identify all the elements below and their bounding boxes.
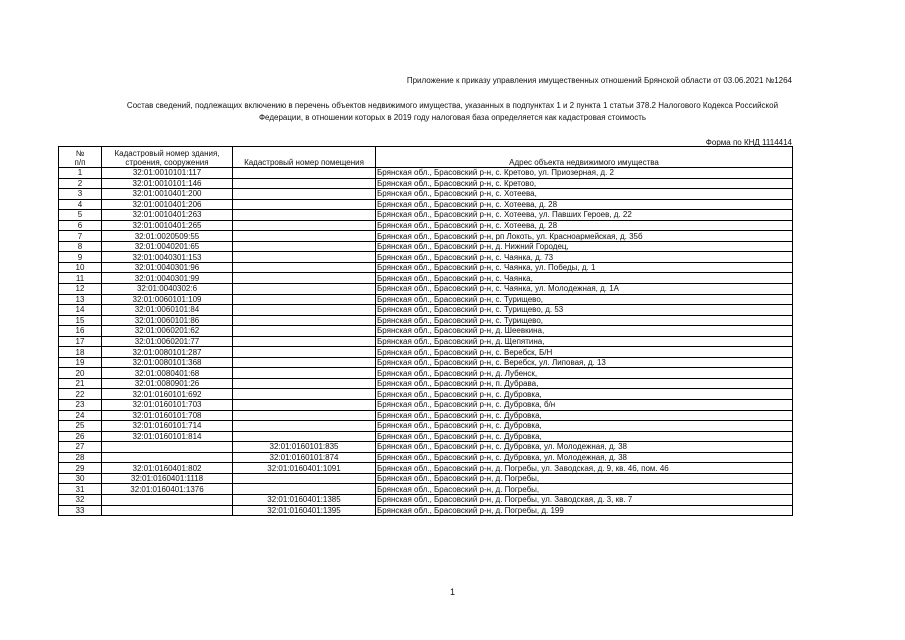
address-cell: Брянская обл., Брасовский р-н, с. Кретово, [376,178,793,189]
premises-cadastral-cell [233,210,376,221]
building-cadastral-cell: 32:01:0160401:1376 [102,484,233,495]
table-row [59,389,793,400]
building-cadastral-cell [102,505,233,516]
premises-cadastral-cell: 32:01:0160101:835 [233,442,376,453]
table-body [59,168,793,516]
address-cell: Брянская обл., Брасовский р-н, с. Турищево, [376,315,793,326]
table-row [59,210,793,221]
building-cadastral-cell: 32:01:0040301:96 [102,262,233,273]
table-row [59,505,793,516]
premises-cadastral-cell [233,389,376,400]
table-row [59,484,793,495]
row-number-cell: 24 [59,410,102,421]
building-cadastral-cell: 32:01:0080101:287 [102,347,233,358]
building-cadastral-cell: 32:01:0060101:84 [102,305,233,316]
premises-cadastral-cell [233,241,376,252]
row-number-cell: 11 [59,273,102,284]
row-number-cell: 32 [59,494,102,505]
table-row [59,178,793,189]
row-number-cell: 13 [59,294,102,305]
building-cadastral-cell: 32:01:0010401:263 [102,210,233,221]
column-header-building [102,147,233,168]
building-cadastral-cell: 32:01:0160401:1118 [102,473,233,484]
table-row [59,473,793,484]
address-cell: Брянская обл., Брасовский р-н, с. Хотеева, д. 28 [376,199,793,210]
address-cell: Брянская обл., Брасовский р-н, д. Погребы, ул. Заводская, д. 3, кв. 7 [376,494,793,505]
premises-cadastral-cell [233,284,376,295]
table-row [59,494,793,505]
form-code: Форма по КНД 1114414 [705,138,792,147]
row-number-cell: 4 [59,199,102,210]
address-cell: Брянская обл., Брасовский р-н, с. Веребск, ул. Липовая, д. 13 [376,357,793,368]
table-row [59,431,793,442]
address-cell: Брянская обл., Брасовский р-н, с. Чаянка, д. 73 [376,252,793,263]
building-cadastral-cell: 32:01:0010401:265 [102,220,233,231]
address-cell: Брянская обл., Брасовский р-н, д. Щепятина, [376,336,793,347]
table-row [59,410,793,421]
address-cell: Брянская обл., Брасовский р-н, д. Шеевкина, [376,326,793,337]
building-cadastral-cell: 32:01:0040302:6 [102,284,233,295]
premises-cadastral-cell [233,410,376,421]
table-row [59,326,793,337]
building-cadastral-cell: 32:01:0040301:99 [102,273,233,284]
table-row [59,452,793,463]
row-number-cell: 30 [59,473,102,484]
address-cell: Брянская обл., Брасовский р-н, с. Дубровка, ул. Молодежная, д. 38 [376,442,793,453]
address-cell: Брянская обл., Брасовский р-н, д. Погребы, [376,473,793,484]
row-number-cell: 27 [59,442,102,453]
address-cell: Брянская обл., Брасовский р-н, с. Чаянка, [376,273,793,284]
table-row [59,294,793,305]
premises-cadastral-cell [233,189,376,200]
column-header-premises: Кадастровый номер помещения [233,147,376,168]
row-number-cell: 17 [59,336,102,347]
row-number-cell: 21 [59,378,102,389]
address-cell: Брянская обл., Брасовский р-н, с. Веребск, Б/Н [376,347,793,358]
building-cadastral-cell: 32:01:0040301:153 [102,252,233,263]
premises-cadastral-cell [233,262,376,273]
row-number-cell: 2 [59,178,102,189]
address-cell: Брянская обл., Брасовский р-н, с. Чаянка, ул. Победы, д. 1 [376,262,793,273]
document-title-line-2: Федерации, в отношении которых в 2019 году налоговая база определяется как кадастровая стоимость [258,113,647,122]
row-number-cell: 18 [59,347,102,358]
table-row [59,421,793,432]
table-row [59,305,793,316]
table-row [59,442,793,453]
premises-cadastral-cell [233,368,376,379]
address-cell: Брянская обл., Брасовский р-н, с. Хотеева, [376,189,793,200]
building-cadastral-cell: 32:01:0160101:692 [102,389,233,400]
premises-cadastral-cell [233,178,376,189]
row-number-cell: 1 [59,168,102,179]
row-number-cell: 14 [59,305,102,316]
building-cadastral-cell: 32:01:0040201:65 [102,241,233,252]
premises-cadastral-cell [233,231,376,242]
table-row [59,273,793,284]
page-number: 1 [449,587,455,597]
premises-cadastral-cell [233,421,376,432]
address-cell: Брянская обл., Брасовский р-н, с. Дубровка, [376,421,793,432]
address-cell: Брянская обл., Брасовский р-н, с. Турищево, [376,294,793,305]
table-row [59,231,793,242]
table-row [59,357,793,368]
row-number-cell: 29 [59,463,102,474]
row-number-cell: 9 [59,252,102,263]
row-number-cell: 10 [59,262,102,273]
row-number-cell: 16 [59,326,102,337]
building-cadastral-cell: 32:01:0060101:109 [102,294,233,305]
building-cadastral-cell: 32:01:0010101:146 [102,178,233,189]
table-row [59,199,793,210]
premises-cadastral-cell [233,473,376,484]
row-number-cell: 22 [59,389,102,400]
building-cadastral-cell [102,442,233,453]
premises-cadastral-cell [233,326,376,337]
row-number-cell: 6 [59,220,102,231]
row-number-cell: 3 [59,189,102,200]
premises-cadastral-cell [233,294,376,305]
building-cadastral-cell: 32:01:0160401:802 [102,463,233,474]
building-cadastral-cell: 32:01:0010101:117 [102,168,233,179]
premises-cadastral-cell [233,305,376,316]
row-number-cell: 23 [59,400,102,411]
address-cell: Брянская обл., Брасовский р-н, д. Погребы, д. 199 [376,505,793,516]
building-cadastral-cell: 32:01:0010401:200 [102,189,233,200]
premises-cadastral-cell [233,484,376,495]
building-cadastral-cell: 32:01:0060101:86 [102,315,233,326]
address-cell: Брянская обл., Брасовский р-н, рп Локоть, ул. Красноармейская, д. 35б [376,231,793,242]
column-header-building-line-2: строения, сооружения [125,158,209,167]
table-header-row [59,147,793,168]
premises-cadastral-cell: 32:01:0160101:874 [233,452,376,463]
premises-cadastral-cell [233,347,376,358]
address-cell: Брянская обл., Брасовский р-н, с. Дубровка, [376,410,793,421]
table-row [59,241,793,252]
column-header-number-line-1: № [75,149,85,158]
premises-cadastral-cell: 32:01:0160401:1091 [233,463,376,474]
premises-cadastral-cell: 32:01:0160401:1395 [233,505,376,516]
table-row [59,315,793,326]
address-cell: Брянская обл., Брасовский р-н, с. Дубровка, ул. Молодежная, д. 38 [376,452,793,463]
column-header-address: Адрес объекта недвижимого имущества [376,147,793,168]
address-cell: Брянская обл., Брасовский р-н, с. Дубровка, [376,431,793,442]
row-number-cell: 25 [59,421,102,432]
building-cadastral-cell: 32:01:0080101:368 [102,357,233,368]
premises-cadastral-cell [233,273,376,284]
address-cell: Брянская обл., Брасовский р-н, д. Погребы, ул. Заводская, д. 9, кв. 46, пом. 46 [376,463,793,474]
premises-cadastral-cell [233,431,376,442]
premises-cadastral-cell [233,220,376,231]
building-cadastral-cell [102,494,233,505]
row-number-cell: 31 [59,484,102,495]
building-cadastral-cell: 32:01:0010401:206 [102,199,233,210]
address-cell: Брянская обл., Брасовский р-н, с. Кретово, ул. Приозерная, д. 2 [376,168,793,179]
property-register-table [58,146,793,516]
building-cadastral-cell: 32:01:0080401:68 [102,368,233,379]
document-title-line-1: Состав сведений, подлежащих включению в перечень объектов недвижимого имущества, указанных в подпунктах 1 и 2 пункта 1 статьи 378.2 Налогового Кодекса Российской [126,101,779,110]
table-row [59,168,793,179]
building-cadastral-cell: 32:01:0160101:708 [102,410,233,421]
address-cell: Брянская обл., Брасовский р-н, с. Дубровка, б/н [376,400,793,411]
building-cadastral-cell: 32:01:0020509:55 [102,231,233,242]
table-row [59,378,793,389]
building-cadastral-cell: 32:01:0160101:703 [102,400,233,411]
address-cell: Брянская обл., Брасовский р-н, д. Нижний Городец, [376,241,793,252]
row-number-cell: 20 [59,368,102,379]
row-number-cell: 33 [59,505,102,516]
column-header-number [59,147,102,168]
premises-cadastral-cell [233,378,376,389]
building-cadastral-cell: 32:01:0060201:62 [102,326,233,337]
row-number-cell: 8 [59,241,102,252]
premises-cadastral-cell [233,357,376,368]
address-cell: Брянская обл., Брасовский р-н, с. Турищево, д. 53 [376,305,793,316]
row-number-cell: 7 [59,231,102,242]
table-row [59,284,793,295]
premises-cadastral-cell [233,400,376,411]
row-number-cell: 28 [59,452,102,463]
premises-cadastral-cell [233,168,376,179]
building-cadastral-cell: 32:01:0080901:26 [102,378,233,389]
address-cell: Брянская обл., Брасовский р-н, с. Хотеева, ул. Павших Героев, д. 22 [376,210,793,221]
building-cadastral-cell: 32:01:0160101:814 [102,431,233,442]
address-cell: Брянская обл., Брасовский р-н, д. Погребы, [376,484,793,495]
table-row [59,347,793,358]
row-number-cell: 19 [59,357,102,368]
address-cell: Брянская обл., Брасовский р-н, д. Лубенск, [376,368,793,379]
table-row [59,400,793,411]
premises-cadastral-cell: 32:01:0160401:1385 [233,494,376,505]
row-number-cell: 26 [59,431,102,442]
table-row [59,220,793,231]
premises-cadastral-cell [233,252,376,263]
annex-reference: Приложение к приказу управления имущественных отношений Брянской области от 03.06.2021 №1264 [406,76,792,85]
premises-cadastral-cell [233,315,376,326]
premises-cadastral-cell [233,199,376,210]
building-cadastral-cell [102,452,233,463]
column-header-number-line-2: п/п [74,158,86,167]
table-row [59,368,793,379]
building-cadastral-cell: 32:01:0060201:77 [102,336,233,347]
address-cell: Брянская обл., Брасовский р-н, с. Хотеева, д. 28 [376,220,793,231]
row-number-cell: 5 [59,210,102,221]
table-row [59,252,793,263]
row-number-cell: 12 [59,284,102,295]
row-number-cell: 15 [59,315,102,326]
premises-cadastral-cell [233,336,376,347]
table-row [59,336,793,347]
address-cell: Брянская обл., Брасовский р-н, с. Чаянка, ул. Молодежная, д. 1А [376,284,793,295]
table-row [59,463,793,474]
table-row [59,189,793,200]
address-cell: Брянская обл., Брасовский р-н, с. Дубровка, [376,389,793,400]
column-header-building-line-1: Кадастровый номер здания, [114,149,220,158]
document-title [60,100,845,124]
table-row [59,262,793,273]
address-cell: Брянская обл., Брасовский р-н, п. Дубрава, [376,378,793,389]
building-cadastral-cell: 32:01:0160101:714 [102,421,233,432]
